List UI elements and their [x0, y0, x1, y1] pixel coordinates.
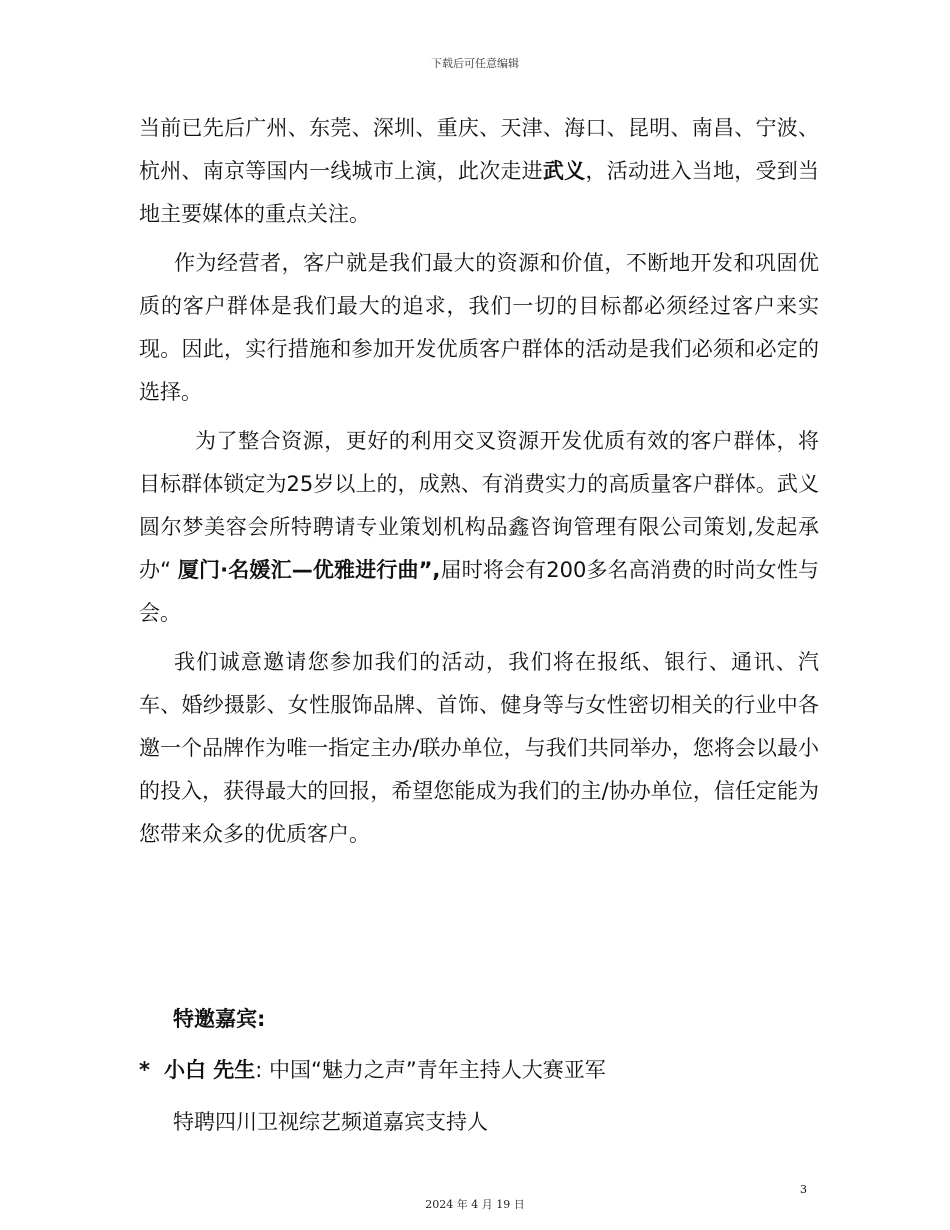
paragraph-intro: [139, 107, 819, 236]
paragraph-event-text-1: 为了整合资源，更好的利用交叉资源开发优质有效的客户群体，将目标群体锁定为25岁以上的，成熟、有消费实力的高质量客户群体。武义圆尔梦美容会所特聘请专业策划机构品鑫咨询管理有限公司策划,发起承办“: [139, 429, 819, 582]
page-number: 3: [800, 1183, 807, 1196]
paragraph-event: [139, 420, 819, 635]
paragraph-intro-text-1: 当前已先后广州、东莞、深圳、重庆、天津、海口、昆明、南昌、宁波、杭州、南京等国内一线城市上演，此次走进: [139, 116, 819, 183]
guest-description: : 中国“魅力之声”青年主持人大赛亚军: [255, 1058, 606, 1082]
guest-name: 小白 先生: [163, 1058, 256, 1082]
page-header: 下载后可任意编辑: [431, 57, 519, 70]
guest-entry: [139, 1049, 606, 1092]
city-name-wuyi: 武义: [542, 159, 586, 183]
paragraph-intro-text-2: ，活动进入当地，受到当地主要媒体的重点关注。: [139, 159, 820, 226]
event-title: 厦门·名媛汇—优雅进行曲”,: [177, 558, 441, 582]
paragraph-invitation: 我们诚意邀请您参加我们的活动，我们将在报纸、银行、通讯、汽车、婚纱摄影、女性服饰品牌、首饰、健身等与女性密切相关的行业中各邀一个品牌作为唯一指定主办/联办单位，与我们共同举办，您将会以最小的投入，获得最大的回报，希望您能成为我们的主/协办单位，信任定能为您带来众多的优质客户。: [139, 650, 819, 846]
paragraph-event-text-2: 届时将会有200多名高消费的时尚女性与会。: [139, 558, 819, 625]
page-footer-date: 2024 年 4 月 19 日: [425, 1198, 525, 1211]
paragraph-operator: 作为经营者，客户就是我们最大的资源和价值，不断地开发和巩固优质的客户群体是我们最大的追求，我们一切的目标都必须经过客户来实现。因此，实行措施和参加开发优质客户群体的活动是我们必须和必定的选择。: [139, 251, 819, 404]
bullet-star: *: [139, 1058, 150, 1082]
guests-heading: 特邀嘉宾:: [173, 1007, 266, 1031]
guest-subtitle: 特聘四川卫视综艺频道嘉宾支持人: [173, 1110, 488, 1134]
document-body: [139, 107, 819, 865]
